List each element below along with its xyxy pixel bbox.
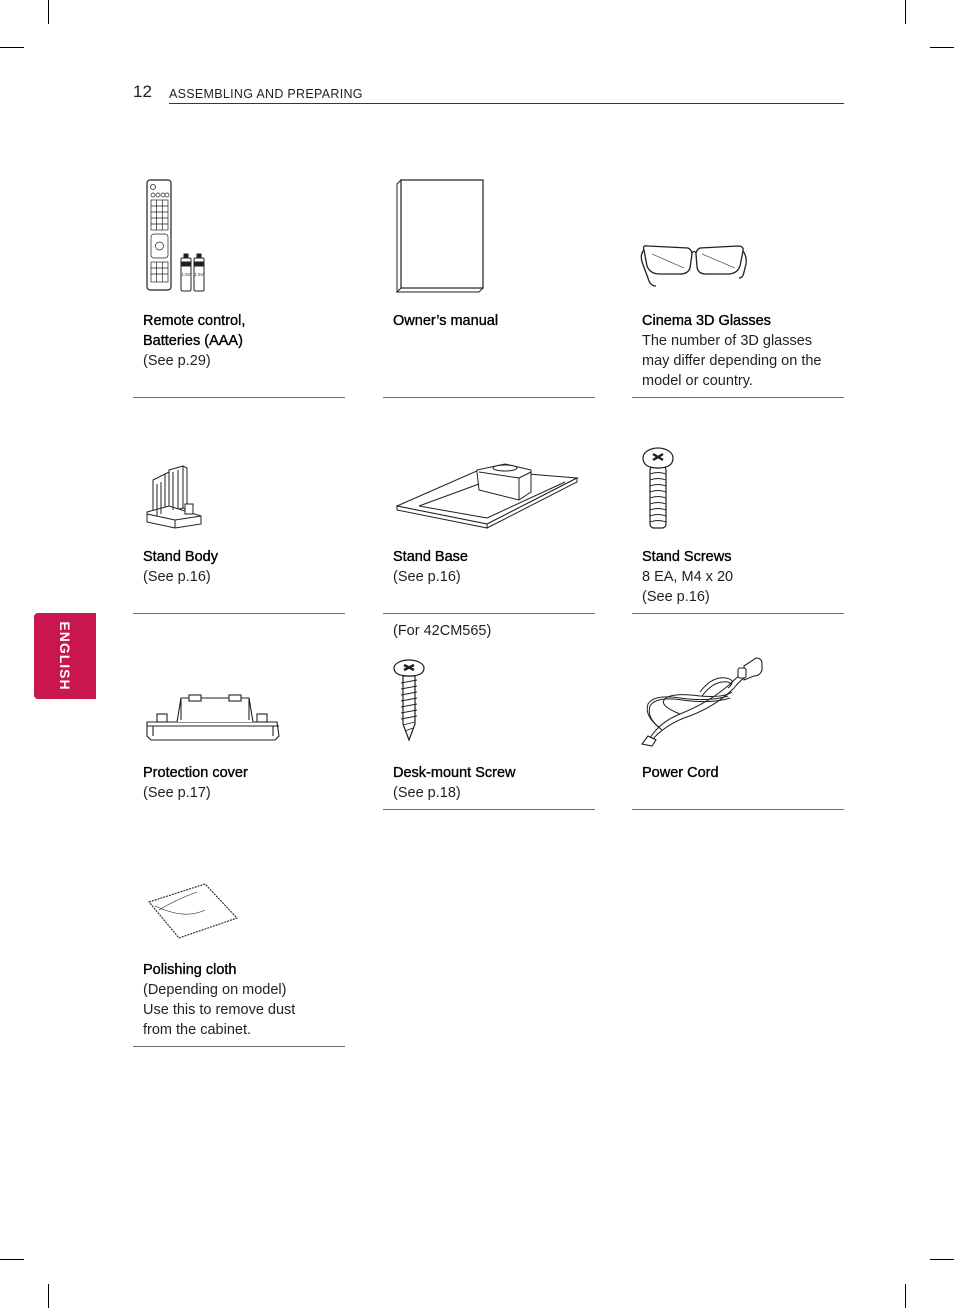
power-cord-icon (640, 656, 764, 751)
stand-body-icon (145, 464, 205, 535)
item-name: Owner’s manual (393, 313, 499, 329)
item-name: Polishing cloth (143, 962, 237, 978)
crop-mark (0, 1259, 24, 1260)
header-rule (169, 103, 844, 104)
item-label (393, 763, 515, 803)
item-label (642, 547, 733, 607)
item-name: Protection cover (143, 765, 248, 781)
item-rule (632, 397, 844, 398)
item-desc: The number of 3D glasses (642, 333, 813, 349)
item-name: Stand Base (393, 549, 468, 565)
battery-label: 1.5V (194, 272, 204, 277)
crop-mark (930, 47, 954, 48)
item-rule (383, 613, 595, 614)
item-desk-mount-screw (383, 640, 595, 812)
item-rule (133, 397, 345, 398)
model-note: (For 42CM565) (393, 623, 492, 639)
battery-label: 1.5V (181, 272, 191, 277)
crop-mark (930, 1259, 954, 1260)
item-label (143, 311, 245, 371)
crop-mark (48, 1284, 49, 1308)
crop-mark (0, 47, 24, 48)
section-title: ASSEMBLING AND PREPARING (169, 87, 363, 101)
protection-cover-icon (145, 692, 281, 749)
screw-icon (642, 446, 676, 535)
manual-icon (395, 178, 487, 298)
item-desc: (See p.16) (642, 589, 710, 605)
language-tab-label: ENGLISH (57, 621, 73, 691)
stand-base-icon (395, 462, 579, 533)
item-label (393, 311, 498, 331)
cloth-icon (145, 880, 241, 947)
item-name: Stand Body (143, 549, 218, 565)
item-rule (383, 397, 595, 398)
crop-mark (905, 0, 906, 24)
item-name: Remote control, (143, 313, 246, 329)
item-label (642, 311, 822, 391)
item-desc: may differ depending on the (642, 353, 822, 369)
language-tab (34, 613, 96, 699)
item-stand-base (383, 440, 595, 616)
item-stand-body (133, 440, 345, 616)
item-rule (632, 613, 844, 614)
item-power-cord (632, 640, 844, 812)
item-polishing-cloth (133, 870, 345, 1050)
item-desc: (See p.17) (143, 785, 211, 801)
item-remote-control (133, 170, 345, 400)
page-header (133, 82, 844, 106)
item-label (642, 763, 719, 783)
item-desc: (See p.18) (393, 785, 461, 801)
item-rule (133, 1046, 345, 1047)
item-label (143, 960, 295, 1040)
item-desc: (See p.29) (143, 353, 211, 369)
item-desc: (See p.16) (143, 569, 211, 585)
item-desc: from the cabinet. (143, 1022, 251, 1038)
page-number: 12 (133, 82, 152, 101)
item-label (393, 547, 468, 587)
item-name: Batteries (AAA) (143, 333, 243, 349)
item-protection-cover (133, 640, 345, 812)
item-rule (383, 809, 595, 810)
item-label (143, 763, 248, 803)
item-desc: 8 EA, M4 x 20 (642, 569, 734, 585)
desk-screw-icon (393, 658, 427, 747)
item-owners-manual (383, 170, 595, 400)
item-stand-screws (632, 440, 844, 616)
item-desc: Use this to remove dust (143, 1002, 296, 1018)
item-desc: model or country. (642, 373, 753, 389)
remote-batteries-icon (145, 178, 225, 298)
item-rule (632, 809, 844, 810)
item-desc: (See p.16) (393, 569, 461, 585)
item-name: Stand Screws (642, 549, 732, 565)
item-3d-glasses (632, 170, 844, 400)
item-name: Power Cord (642, 765, 719, 781)
glasses-icon (640, 242, 748, 297)
item-name: Desk-mount Screw (393, 765, 516, 781)
crop-mark (48, 0, 49, 24)
item-rule (133, 613, 345, 614)
item-desc: (Depending on model) (143, 982, 287, 998)
crop-mark (905, 1284, 906, 1308)
item-name: Cinema 3D Glasses (642, 313, 771, 329)
item-label (143, 547, 218, 587)
